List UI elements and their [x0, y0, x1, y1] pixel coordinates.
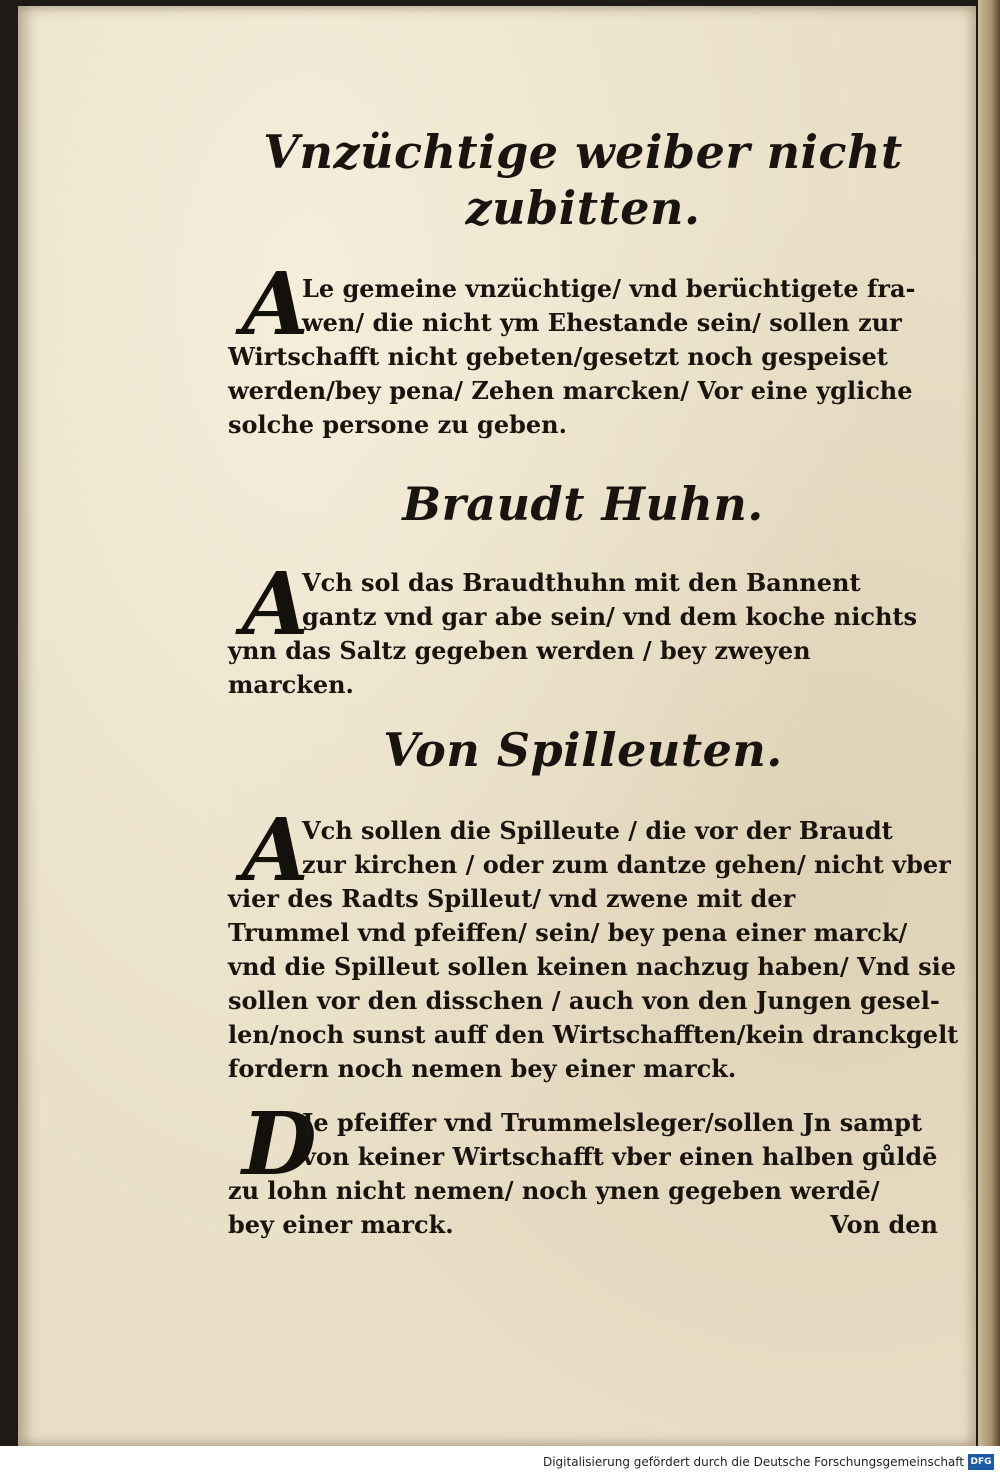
heading-unzuechtige-line2: zubitten.	[465, 181, 701, 235]
heading-braudt-huhn: Braudt Huhn.	[402, 477, 764, 531]
initial-a-3: A	[242, 800, 309, 901]
paragraph-line: vnd die Spilleut sollen keinen nachzug haben/ Vnd sie	[228, 952, 957, 981]
heading-unzuechtige-line1: Vnzüchtige weiber nicht	[263, 125, 903, 179]
paragraph-line: marcken.	[228, 670, 354, 699]
paragraph-line: Le gemeine vnzüchtige/ vnd berüchtigete fra-	[302, 274, 916, 303]
heading-spilleuten: Von Spilleuten.	[383, 723, 783, 777]
paragraph-line: ynn das Saltz gegeben werden / bey zweyen	[228, 636, 811, 665]
paragraph-line: Je pfeiffer vnd Trummelsleger/sollen Jn sampt	[302, 1108, 923, 1137]
paragraph-line: solche persone zu geben.	[228, 410, 567, 439]
dfg-logo-icon: DFG	[968, 1454, 994, 1470]
paragraph-line: Wirtschafft nicht gebeten/gesetzt noch gespeiset	[228, 342, 888, 371]
paragraph-line: Vch sollen die Spilleute / die vor der Braudt	[302, 816, 893, 845]
paragraph-line: vier des Radts Spilleut/ vnd zwene mit der	[228, 884, 796, 913]
paragraph-unzuechtige	[228, 272, 938, 442]
catchword: Von den	[830, 1210, 938, 1239]
paragraph-line: Trummel vnd pfeiffen/ sein/ bey pena einer marck/	[228, 918, 908, 947]
paragraph-line: werden/bey pena/ Zehen marcken/ Vor eine ygliche	[228, 376, 913, 405]
footer-credit: Digitalisierung gefördert durch die Deutsche Forschungsgemeinschaft	[542, 1455, 964, 1469]
paragraph-spilleuten	[228, 814, 959, 1086]
initial-d: D	[242, 1094, 317, 1195]
paragraph-line: wen/ die nicht ym Ehestande sein/ sollen zur	[302, 308, 902, 337]
paragraph-line: zu lohn nicht nemen/ noch ynen gegeben werdē/	[228, 1176, 880, 1205]
initial-a-1: A	[242, 254, 309, 355]
paragraph-line: len/noch sunst auff den Wirtschafften/kein dranckgelt	[228, 1020, 959, 1049]
paragraph-line: von keiner Wirtschafft vber einen halben gůldē	[302, 1142, 938, 1171]
page-edge	[978, 0, 1000, 1446]
paragraph-line: gantz vnd gar abe sein/ vnd dem koche nichts	[302, 602, 918, 631]
heading-unzuechtige	[228, 124, 938, 236]
footer-bar	[0, 1446, 1000, 1476]
paragraph-line: bey einer marck.	[228, 1210, 454, 1239]
paragraph-braudt-huhn	[228, 566, 938, 702]
book-page	[18, 6, 976, 1446]
paragraph-line: zur kirchen / oder zum dantze gehen/ nicht vber	[302, 850, 951, 879]
paragraph-line: fordern noch nemen bey einer marck.	[228, 1054, 737, 1083]
paragraph-line: sollen vor den disschen / auch von den Jungen gesel-	[228, 986, 940, 1015]
initial-a-2: A	[242, 554, 309, 655]
paragraph-line: Vch sol das Braudthuhn mit den Bannent	[302, 568, 861, 597]
